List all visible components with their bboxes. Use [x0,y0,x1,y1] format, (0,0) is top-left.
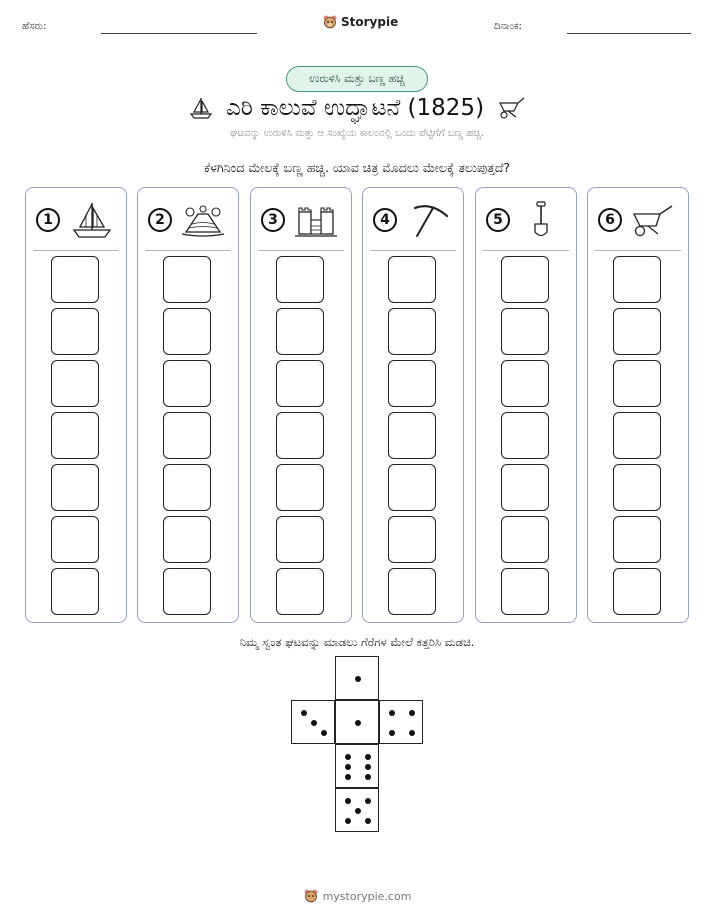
column-3 [250,187,352,623]
color-box[interactable] [613,360,661,407]
shovel-icon [516,200,566,240]
color-box[interactable] [388,464,436,511]
color-box[interactable] [276,256,324,303]
color-box[interactable] [163,464,211,511]
color-box[interactable] [501,568,549,615]
die-face-right[interactable] [379,700,423,744]
die-pip [365,818,371,824]
die-face-center[interactable] [335,700,379,744]
column-number: 5 [486,208,510,232]
date-label: ದಿನಾಂಕ: [494,21,522,32]
column-number: 2 [148,208,172,232]
color-box[interactable] [388,360,436,407]
die-pip [409,730,415,736]
die-face-lower[interactable] [335,744,379,788]
color-box[interactable] [51,412,99,459]
die-pip [409,710,415,716]
wheelbarrow-icon [496,95,526,121]
die-pip [345,764,351,770]
color-box[interactable] [51,308,99,355]
color-box[interactable] [501,516,549,563]
die-pip [389,710,395,716]
wheelbarrow-icon [628,200,678,240]
color-box[interactable] [388,412,436,459]
title-text: ಎರಿ ಕಾಲುವೆ ಉದ್ಘಾಟನೆ (1825) [225,95,485,121]
pickaxe-icon [403,200,453,240]
canal-lock-icon [291,200,341,240]
die-face-top[interactable] [335,656,379,700]
color-box[interactable] [276,360,324,407]
color-box[interactable] [51,464,99,511]
die-pip [355,808,361,814]
column-2 [137,187,239,623]
die-pip [365,764,371,770]
brand-name: Storypie [341,15,399,29]
color-box[interactable] [613,516,661,563]
color-box[interactable] [51,256,99,303]
die-pip [345,754,351,760]
color-box[interactable] [163,256,211,303]
color-box[interactable] [163,308,211,355]
color-box[interactable] [501,464,549,511]
die-face-left[interactable] [291,700,335,744]
column-number: 1 [36,208,60,232]
column-4 [362,187,464,623]
color-box[interactable] [613,412,661,459]
die-pip [345,798,351,804]
footer [0,886,714,906]
die-pip [301,710,307,716]
color-box[interactable] [163,568,211,615]
die-pip [311,720,317,726]
color-box[interactable] [613,256,661,303]
die-pip [355,720,361,726]
die-pip [345,818,351,824]
color-box[interactable] [501,412,549,459]
column-1 [25,187,127,623]
color-box[interactable] [51,516,99,563]
color-box[interactable] [613,568,661,615]
die-pip [365,798,371,804]
column-number: 6 [598,208,622,232]
color-box[interactable] [613,464,661,511]
color-box[interactable] [276,308,324,355]
worksheet-subtitle: ಘಟವನ್ನು ಉರುಳಿಸಿ ಮತ್ತು ಆ ಸಂಖ್ಯೆಯ ಕಾಲಂನಲ್ಲಿ ಒಂದು ಪೆಟ್ಟಿಗೆಗೆ ಬಣ್ಣ ಹಚ್ಚಿ. [229,128,485,139]
color-box[interactable] [388,568,436,615]
color-box[interactable] [388,256,436,303]
color-box[interactable] [51,568,99,615]
die-pip [321,730,327,736]
die-pip [355,676,361,682]
color-box[interactable] [51,360,99,407]
color-box[interactable] [388,516,436,563]
color-box[interactable] [613,308,661,355]
footer-url[interactable]: mystorypie.com [322,889,412,903]
die-pip [389,730,395,736]
name-label: ಹೆಸರು: [22,21,47,32]
color-box[interactable] [501,308,549,355]
worksheet-title [0,92,714,124]
column-6 [587,187,689,623]
color-box[interactable] [276,412,324,459]
worksheet-question: ಕೆಳಗಿನಿಂದ ಮೇಲಕ್ಕೆ ಬಣ್ಣ ಹಚ್ಚಿ. ಯಾವ ಚಿತ್ರ ಮೊದಲು ಮೇಲಕ್ಕೆ ತಲುಪುತ್ತದೆ? [203,160,511,175]
die-pip [365,754,371,760]
color-box[interactable] [276,464,324,511]
canal-waterway-icon [178,200,228,240]
color-box[interactable] [501,360,549,407]
sailboat-icon [188,95,214,121]
color-box[interactable] [163,412,211,459]
color-box[interactable] [276,568,324,615]
die-pip [345,774,351,780]
column-5 [475,187,577,623]
color-box[interactable] [163,516,211,563]
brand-logo [322,14,398,30]
column-number: 3 [261,208,285,232]
die-face-bottom[interactable] [335,788,379,832]
date-line[interactable] [567,33,691,34]
color-box[interactable] [276,516,324,563]
column-number: 4 [373,208,397,232]
die-instruction: ನಿಮ್ಮ ಸ್ವಂತ ಘಟವನ್ನು ಮಾಡಲು ಗೆರೆಗಳ ಮೇಲೆ ಕತ್ತರಿಸಿ ಮಡಚಿ. [239,635,475,649]
color-box[interactable] [163,360,211,407]
die-pip [365,774,371,780]
color-box[interactable] [388,308,436,355]
bear-mascot-icon [322,14,338,30]
color-box[interactable] [501,256,549,303]
bear-mascot-icon [303,888,319,904]
sailboat-icon [66,200,116,240]
activity-tag: ಉರುಳಿಸಿ ಮತ್ತು ಬಣ್ಣ ಹಚ್ಚಿ [286,66,428,92]
name-line[interactable] [101,33,257,34]
